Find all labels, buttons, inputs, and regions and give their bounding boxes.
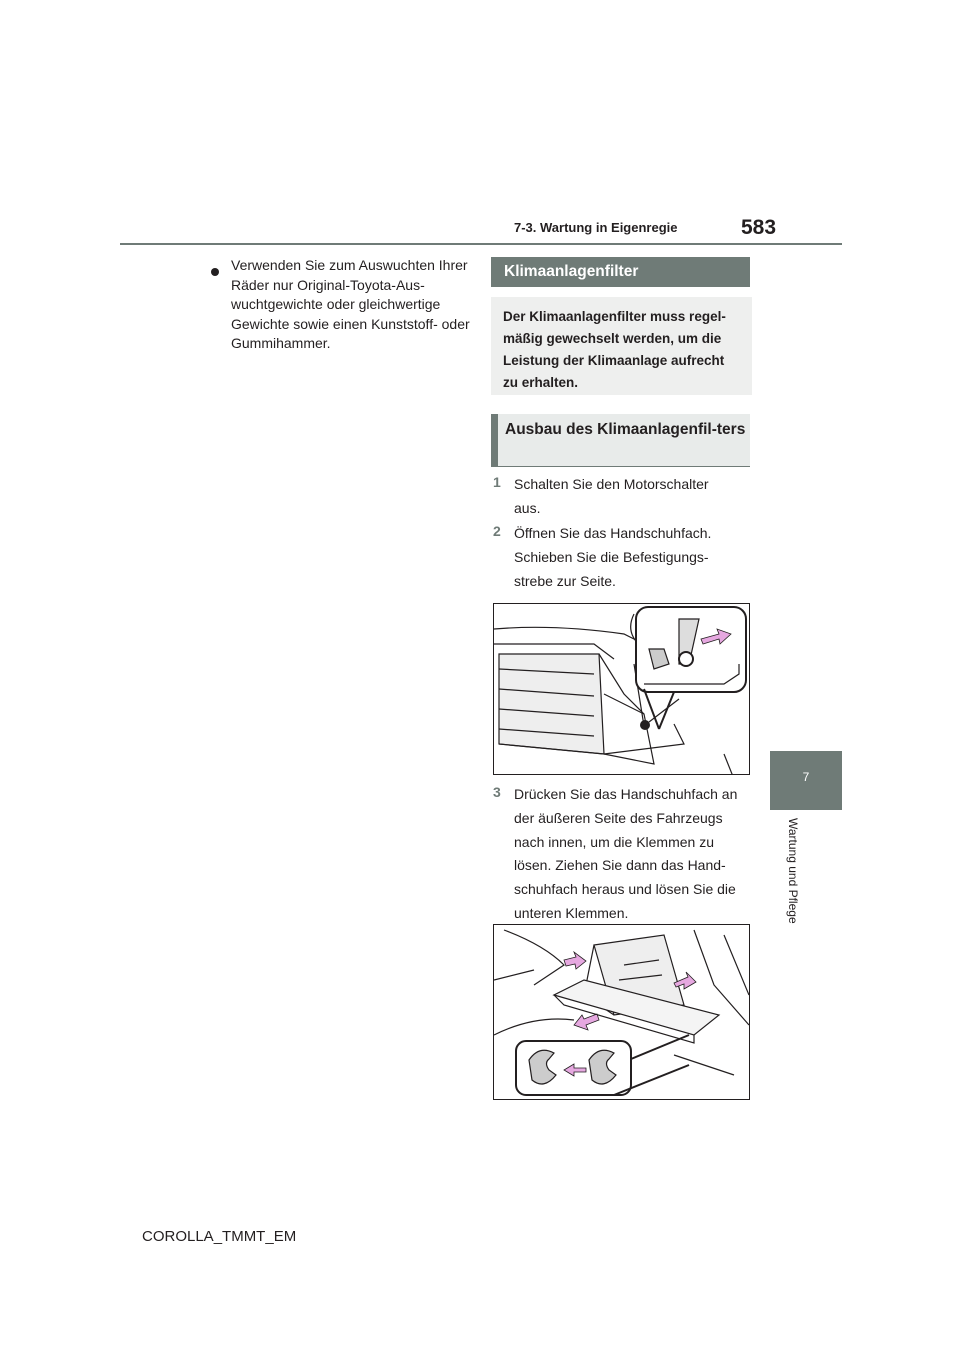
chapter-label (786, 818, 804, 948)
bullet-text: Verwenden Sie zum Auswuchten Ihrer Räder nur Original-Toyota-Aus-wuchtgewichte oder gleichwertige Gewichte sowie einen Kunststoff- oder Gummihammer. (231, 257, 470, 351)
step-number: 3 (493, 784, 501, 800)
glovebox-removal-drawing (494, 925, 749, 1099)
section-heading: Klimaanlagenfilter (491, 257, 750, 287)
step-number: 2 (493, 523, 501, 539)
intro-box: Der Klimaanlagenfilter muss regel-mäßig gewechselt werden, um die Leistung der Klimaanlage aufrecht zu erhalten. (491, 297, 752, 395)
bullet-dot-icon (211, 268, 219, 276)
step-text: Drücken Sie das Handschuhfach an der äußeren Seite des Fahrzeugs nach innen, um die Klemmen zu lösen. Ziehen Sie dann das Hand-schuhfach heraus und lösen Sie die unteren Klemmen. (514, 786, 738, 921)
glovebox-strut-drawing (494, 604, 749, 774)
glovebox-removal-illustration (493, 924, 750, 1100)
chapter-number: 7 (802, 770, 810, 784)
step-text: Öffnen Sie das Handschuhfach. Schieben Sie die Befestigungs-strebe zur Seite. (514, 525, 712, 589)
glovebox-strut-illustration (493, 603, 750, 775)
step-number: 1 (493, 474, 501, 490)
page-number: 583 (741, 216, 777, 239)
chapter-label-text: Wartung und Pflege (786, 818, 800, 924)
section-title: 7-3. Wartung in Eigenregie (514, 220, 678, 235)
subsection-heading: Ausbau des Klimaanlagenfil-ters (491, 414, 750, 467)
header-divider (120, 243, 842, 245)
step-text: Schalten Sie den Motorschalter aus. (514, 476, 709, 516)
document-code: COROLLA_TMMT_EM (142, 1228, 297, 1245)
